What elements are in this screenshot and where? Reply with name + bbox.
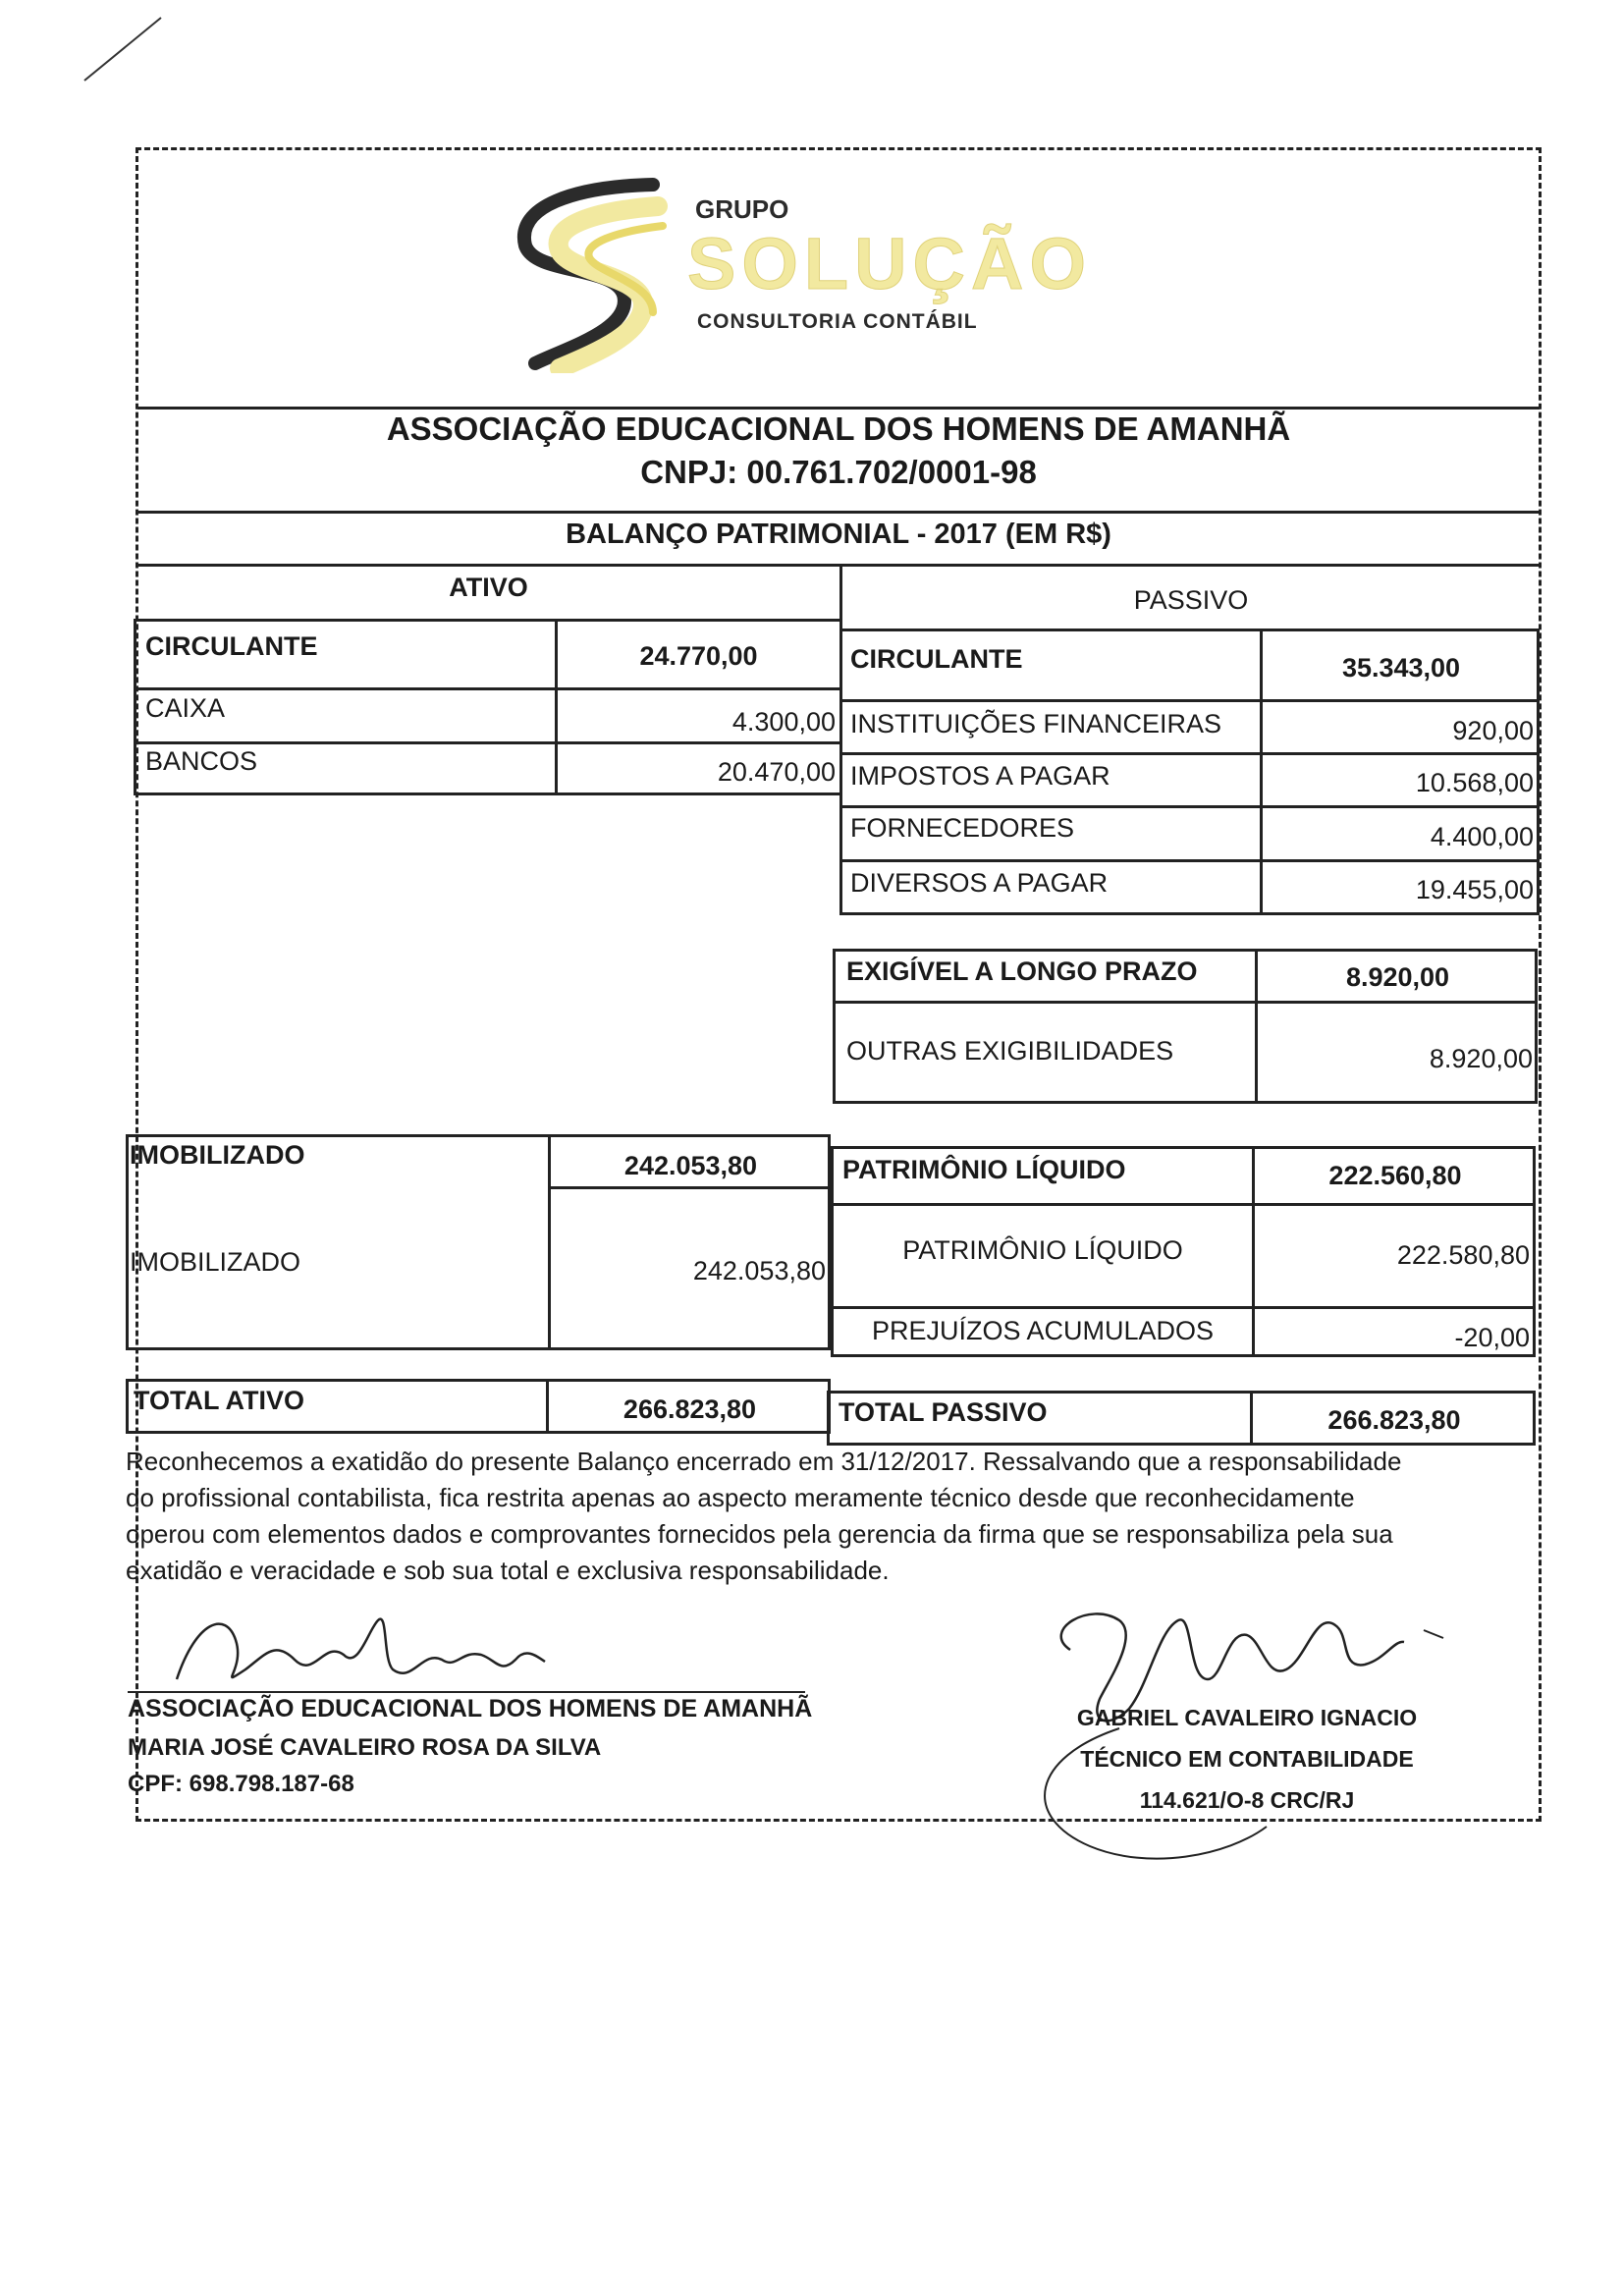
sig-right-line2: TÉCNICO EM CONTABILIDADE (1080, 1746, 1414, 1772)
ativo-circulante-total: 24.770,00 (639, 641, 758, 671)
total-passivo-value: 266.823,80 (1327, 1405, 1461, 1435)
passivo-circulante-total: 35.343,00 (1341, 653, 1461, 683)
entity-title: ASSOCIAÇÃO EDUCACIONAL DOS HOMENS DE AMANHÃ (386, 410, 1291, 447)
passivo-inst-fin-label: INSTITUIÇÕES FINANCEIRAS (850, 709, 1222, 738)
statement-text (126, 1444, 1520, 1589)
signature-right (1011, 1591, 1463, 1876)
statement-line: operou com elementos dados e comprovantes fornecidos pela gerencia da firma que se responsabiliza pela sua (126, 1519, 1393, 1549)
sig-right-line1: GABRIEL CAVALEIRO IGNACIO (1076, 1705, 1418, 1730)
ativo-bancos-label: BANCOS (145, 746, 258, 776)
outras-exig-label: OUTRAS EXIGIBILIDADES (846, 1036, 1174, 1066)
passivo-header: PASSIVO (1133, 585, 1249, 615)
imobilizado-item-label: IMOBILIZADO (130, 1247, 301, 1277)
logo-tagline: CONSULTORIA CONTÁBIL (697, 310, 978, 333)
sig-left-line2: MARIA JOSÉ CAVALEIRO ROSA DA SILVA (128, 1734, 602, 1761)
passivo-circulante-label: CIRCULANTE (850, 644, 1023, 674)
passivo-impostos-value: 10.568,00 (1415, 768, 1534, 797)
logo-mark (506, 167, 673, 373)
sig-left-line3: CPF: 698.798.187-68 (128, 1771, 354, 1797)
exigivel-label: EXIGÍVEL A LONGO PRAZO (846, 957, 1198, 986)
total-passivo-label: TOTAL PASSIVO (839, 1397, 1048, 1427)
ativo-header: ATIVO (449, 573, 528, 602)
passivo-diversos-value: 19.455,00 (1415, 875, 1534, 904)
ativo-caixa-value: 4.300,00 (731, 707, 836, 737)
pl-label: PATRIMÔNIO LÍQUIDO (842, 1155, 1126, 1184)
ativo-caixa-label: CAIXA (145, 693, 226, 723)
pl-item-value: 222.580,80 (1396, 1240, 1530, 1270)
balance-title: BALANÇO PATRIMONIAL - 2017 (EM R$) (566, 519, 1111, 550)
imobilizado-total: 242.053,80 (623, 1151, 758, 1180)
passivo-fornecedores-label: FORNECEDORES (850, 813, 1075, 843)
imobilizado-label: IMOBILIZADO (130, 1140, 305, 1170)
pl-total: 222.560,80 (1328, 1161, 1462, 1190)
prejuizos-label: PREJUÍZOS ACUMULADOS (871, 1316, 1215, 1345)
imobilizado-item-value: 242.053,80 (692, 1256, 826, 1285)
total-ativo-label: TOTAL ATIVO (134, 1386, 304, 1415)
statement-line: do profissional contabilista, fica restrita apenas ao aspecto meramente técnico desde que reconhecidamente (126, 1483, 1355, 1512)
passivo-inst-fin-value: 920,00 (1452, 716, 1534, 745)
logo-brand: SOLUÇÃO (687, 223, 1092, 304)
total-ativo-value: 266.823,80 (623, 1394, 757, 1424)
sig-right-line3: 114.621/O-8 CRC/RJ (1139, 1787, 1355, 1813)
prejuizos-value: -20,00 (1454, 1323, 1530, 1352)
outras-exig-value: 8.920,00 (1429, 1044, 1533, 1073)
statement-line: Reconhecemos a exatidão do presente Balanço encerrado em 31/12/2017. Ressalvando que a responsabilidade (126, 1447, 1402, 1476)
passivo-fornecedores-value: 4.400,00 (1430, 822, 1534, 851)
logo-grupo: GRUPO (695, 194, 789, 224)
statement-line: exatidão e veracidade e sob sua total e exclusiva responsabilidade. (126, 1556, 890, 1585)
cnpj: CNPJ: 00.761.702/0001-98 (640, 454, 1037, 490)
sig-left-line1: ASSOCIAÇÃO EDUCACIONAL DOS HOMENS DE AMANHÃ (128, 1695, 813, 1722)
ativo-bancos-value: 20.470,00 (717, 757, 836, 787)
pl-item-label: PATRIMÔNIO LÍQUIDO (902, 1235, 1183, 1265)
passivo-diversos-label: DIVERSOS A PAGAR (850, 868, 1109, 898)
exigivel-total: 8.920,00 (1345, 962, 1450, 992)
pen-mark (79, 10, 167, 88)
passivo-impostos-label: IMPOSTOS A PAGAR (850, 761, 1110, 791)
ativo-circulante-label: CIRCULANTE (145, 631, 318, 661)
